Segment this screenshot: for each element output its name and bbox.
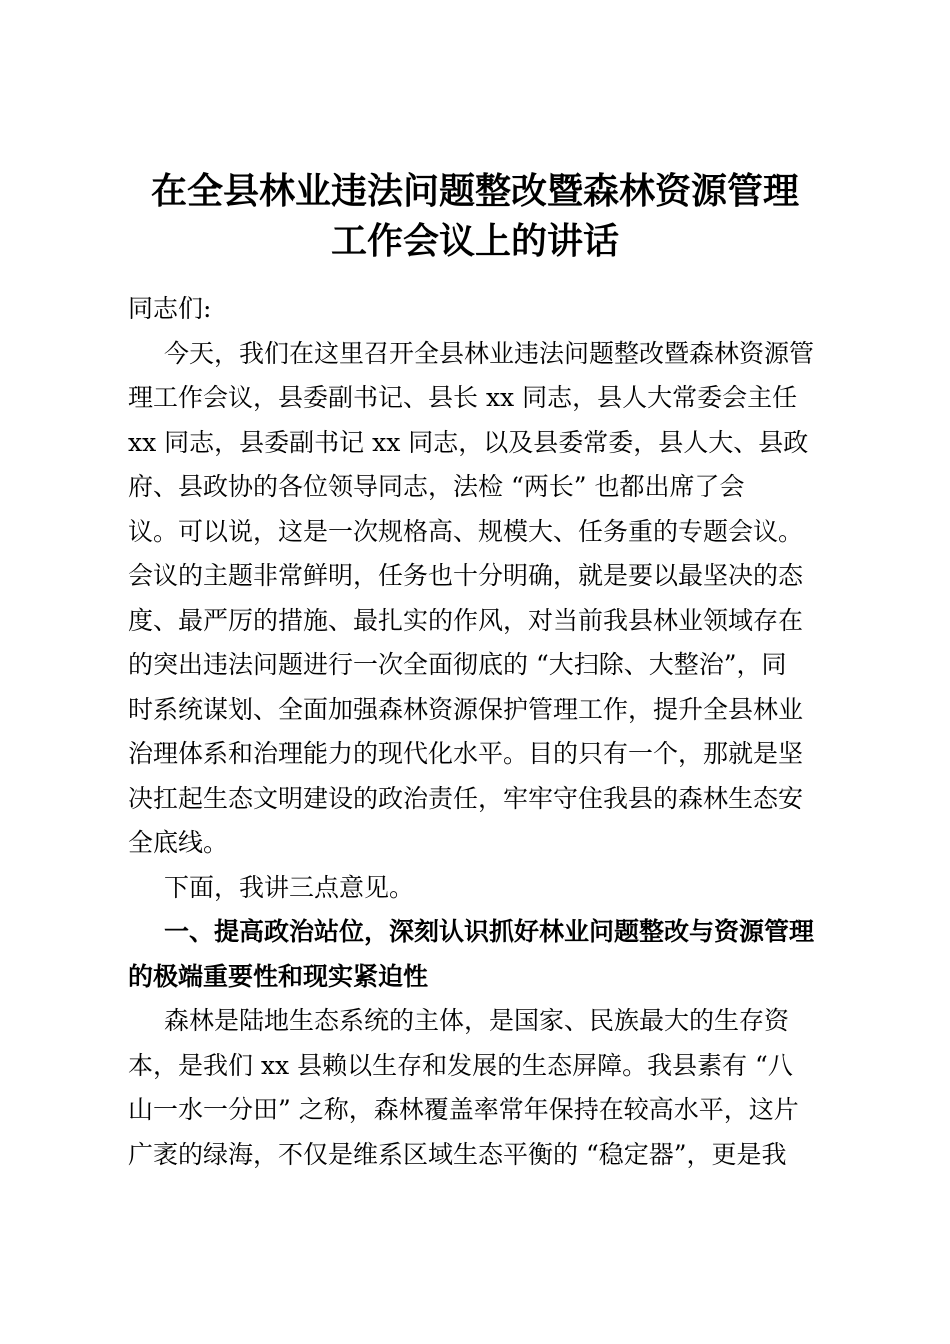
heading-line: 一、提高政治站位，深刻认识抓好林业问题整改与资源管理 xyxy=(164,917,815,946)
paragraph-forest xyxy=(128,999,840,1177)
heading-line: 的极端重要性和现实紧迫性 xyxy=(128,961,429,991)
speech-body xyxy=(128,287,840,1177)
paragraph-line: 山一水一分田” 之称，森林覆盖率常年保持在较高水平，这片 xyxy=(128,1095,799,1124)
paragraph-opening xyxy=(128,332,840,866)
section-heading-1 xyxy=(128,910,840,999)
paragraph-line: xx 同志，县委副书记 xx 同志，以及县委常委，县人大、县政 xyxy=(128,427,809,457)
paragraph-line: 时系统谋划、全面加强森林资源保护管理工作，提升全县林业 xyxy=(128,694,804,724)
paragraph-line: 府、县政协的各位领导同志，法检 “两长” 也都出席了会 xyxy=(128,472,745,501)
document-title xyxy=(120,166,830,266)
paragraph-line: 全底线。 xyxy=(128,828,229,857)
paragraph-line: 议。可以说，这是一次规格高、规模大、任务重的专题会议。 xyxy=(128,516,804,546)
paragraph-line: 本，是我们 xx 县赖以生存和发展的生态屏障。我县素有 “八 xyxy=(128,1050,793,1080)
salutation: 同志们: xyxy=(128,294,212,323)
paragraph-line: 广袤的绿海，不仅是维系区域生态平衡的 “稳定器”，更是我 xyxy=(128,1139,787,1169)
paragraph-line: 会议的主题非常鲜明，任务也十分明确，就是要以最坚决的态 xyxy=(128,561,804,590)
paragraph-line: 理工作会议，县委副书记、县长 xx 同志，县人大常委会主任 xyxy=(128,383,798,412)
title-line-2: 工作会议上的讲话 xyxy=(330,220,619,262)
paragraph-line: 下面，我讲三点意见。 xyxy=(164,872,415,902)
paragraph-transition xyxy=(128,866,840,911)
paragraph-line: 的突出违法问题进行一次全面彻底的 “大扫除、大整治”，同 xyxy=(128,650,787,679)
paragraph-line: 今天，我们在这里召开全县林业违法问题整改暨森林资源管 xyxy=(164,338,815,368)
paragraph-line: 决扛起生态文明建设的政治责任，牢牢守住我县的森林生态安 xyxy=(128,783,804,813)
paragraph-line: 度、最严厉的措施、最扎实的作风，对当前我县林业领域存在 xyxy=(128,605,804,635)
title-line-1: 在全县林业违法问题整改暨森林资源管理 xyxy=(150,170,799,212)
paragraph-line: 治理体系和治理能力的现代化水平。目的只有一个，那就是坚 xyxy=(128,739,804,768)
paragraph-line: 森林是陆地生态系统的主体，是国家、民族最大的生存资 xyxy=(164,1006,790,1035)
